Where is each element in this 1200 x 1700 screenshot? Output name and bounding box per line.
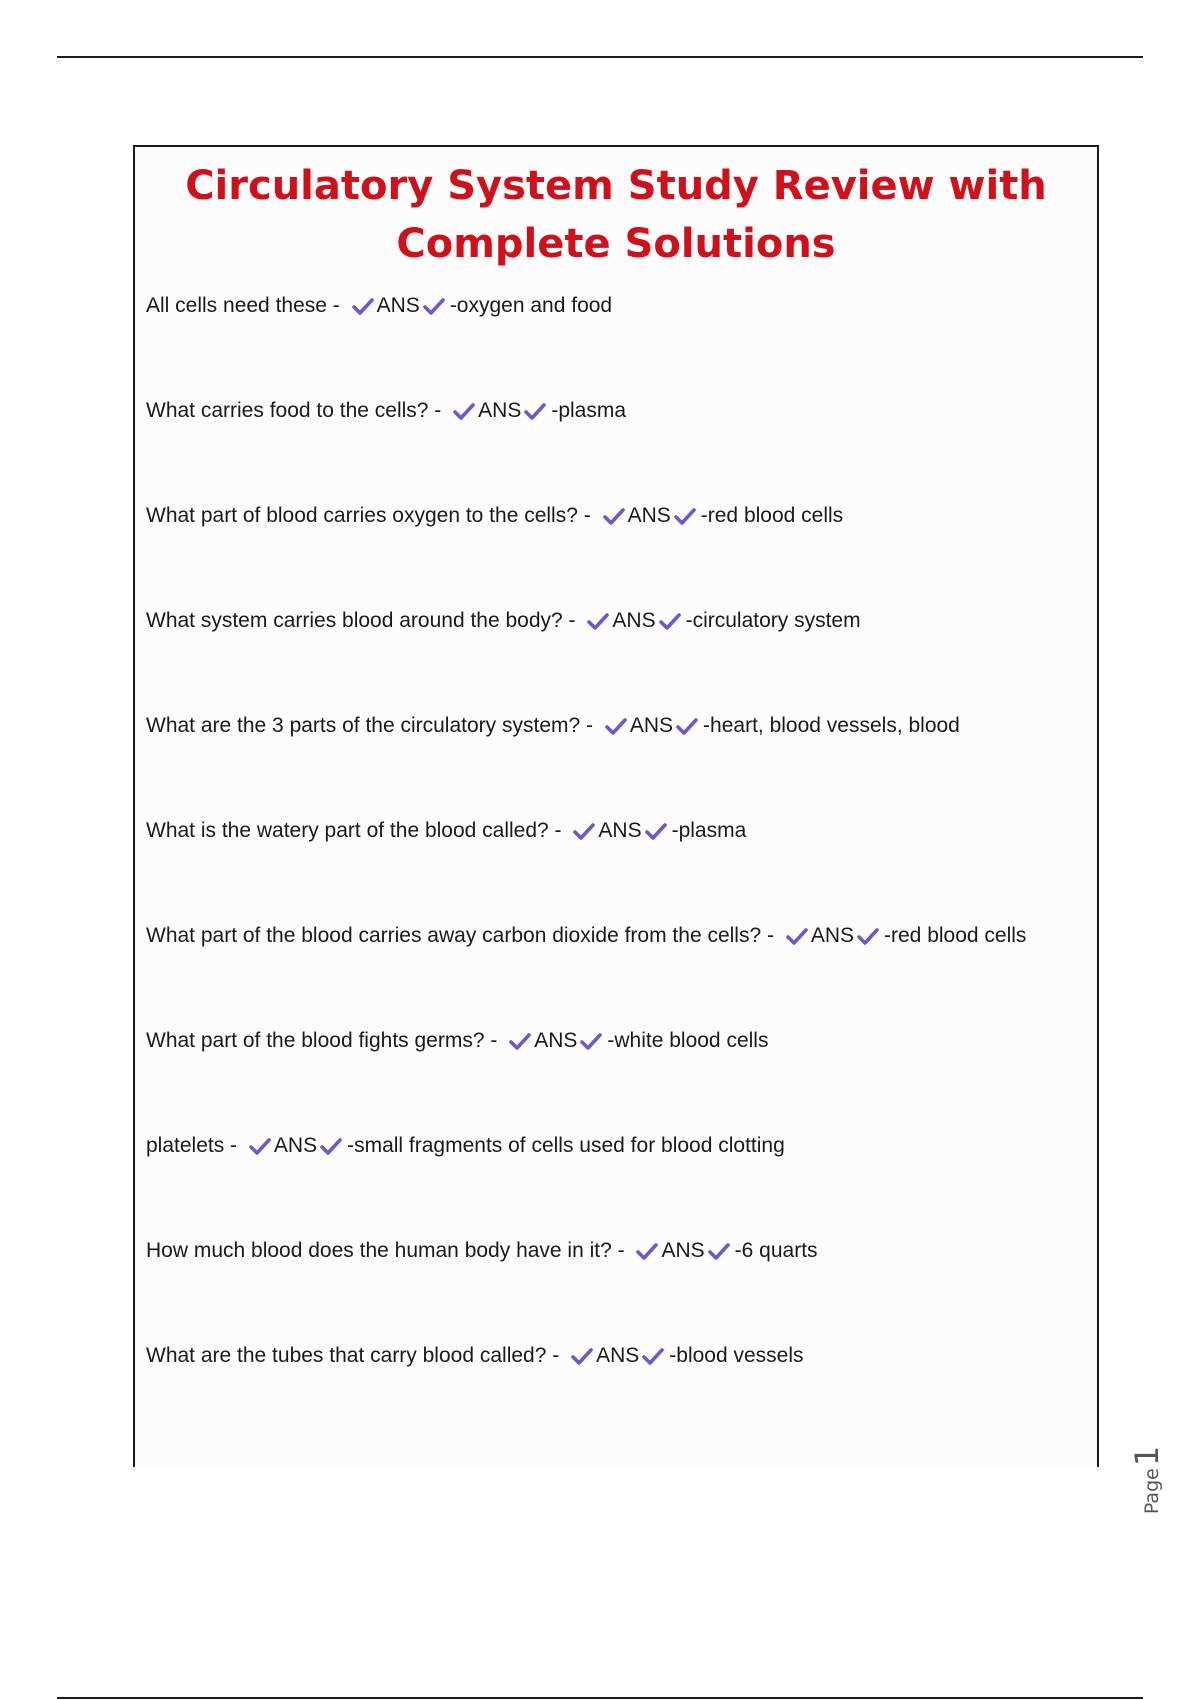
top-rule — [57, 56, 1143, 58]
qa-list — [146, 289, 1076, 1373]
check-icon — [423, 297, 445, 315]
qa-item — [146, 1339, 1076, 1373]
check-icon — [320, 1137, 342, 1155]
page-number: 1 — [1128, 1445, 1166, 1467]
answer-marker: ANS — [478, 399, 522, 422]
page-label: Page — [1141, 1468, 1163, 1515]
check-icon — [587, 612, 609, 630]
check-icon — [636, 1242, 658, 1260]
qa-item — [146, 394, 1076, 428]
answer-marker: ANS — [661, 1239, 705, 1262]
question-text: What are the tubes that carry blood called? - — [146, 1344, 560, 1367]
question-text: What are the 3 parts of the circulatory system? - — [146, 714, 594, 737]
answer-text: -blood vessels — [669, 1344, 804, 1367]
answer-marker: ANS — [627, 504, 671, 527]
question-text: What system carries blood around the body? - — [146, 609, 576, 632]
check-icon — [249, 1137, 271, 1155]
check-icon — [453, 402, 475, 420]
answer-marker: ANS — [534, 1029, 578, 1052]
question-text: What is the watery part of the blood called? - — [146, 819, 562, 842]
question-text: What part of the blood fights germs? - — [146, 1029, 498, 1052]
check-icon — [645, 822, 667, 840]
answer-text: -oxygen and food — [449, 294, 613, 317]
answer-text: -red blood cells — [884, 924, 1027, 947]
qa-item — [146, 814, 1076, 848]
check-icon — [603, 507, 625, 525]
answer-marker: ANS — [273, 1134, 318, 1157]
question-text: What part of the blood carries away carbon dioxide from the cells? - — [146, 924, 774, 947]
check-icon — [676, 717, 698, 735]
question-text: platelets - — [146, 1134, 238, 1157]
page-marker — [1128, 1445, 1200, 1515]
check-icon — [642, 1347, 664, 1365]
check-icon — [509, 1032, 531, 1050]
question-text: All cells need these - — [146, 294, 340, 317]
qa-item — [146, 709, 1076, 743]
answer-text: -plasma — [671, 819, 747, 842]
check-icon — [571, 1347, 593, 1365]
answer-text: -red blood cells — [700, 504, 844, 527]
check-icon — [857, 927, 879, 945]
bottom-rule — [57, 1697, 1143, 1699]
answer-marker: ANS — [596, 1344, 640, 1367]
answer-text: -heart, blood vessels, blood — [703, 714, 960, 737]
check-icon — [659, 612, 681, 630]
qa-item — [146, 1234, 1076, 1268]
answer-text: -circulatory system — [685, 609, 861, 632]
check-icon — [674, 507, 696, 525]
answer-text: -plasma — [551, 399, 627, 422]
answer-text: -white blood cells — [607, 1029, 769, 1052]
qa-item — [146, 499, 1076, 533]
check-icon — [605, 717, 627, 735]
check-icon — [352, 297, 374, 315]
answer-text: -6 quarts — [734, 1239, 818, 1262]
check-icon — [580, 1032, 602, 1050]
qa-item — [146, 289, 1076, 323]
question-text: How much blood does the human body have in it? - — [146, 1239, 625, 1262]
question-text: What carries food to the cells? - — [146, 399, 442, 422]
answer-marker: ANS — [376, 294, 420, 317]
qa-item — [146, 1024, 1076, 1058]
check-icon — [708, 1242, 730, 1260]
qa-item — [146, 604, 1076, 638]
answer-marker: ANS — [810, 924, 855, 947]
document-frame — [133, 145, 1099, 1467]
answer-marker: ANS — [629, 714, 674, 737]
answer-text: -small fragments of cells used for blood clotting — [347, 1134, 785, 1157]
answer-marker: ANS — [612, 609, 656, 632]
document-title: Circulatory System Study Review with Complete Solutions — [185, 163, 1047, 267]
check-icon — [786, 927, 808, 945]
question-text: What part of blood carries oxygen to the cells? - — [146, 504, 591, 527]
qa-item — [146, 919, 1076, 953]
qa-item — [146, 1129, 1076, 1163]
check-icon — [524, 402, 546, 420]
answer-marker: ANS — [598, 819, 642, 842]
check-icon — [573, 822, 595, 840]
